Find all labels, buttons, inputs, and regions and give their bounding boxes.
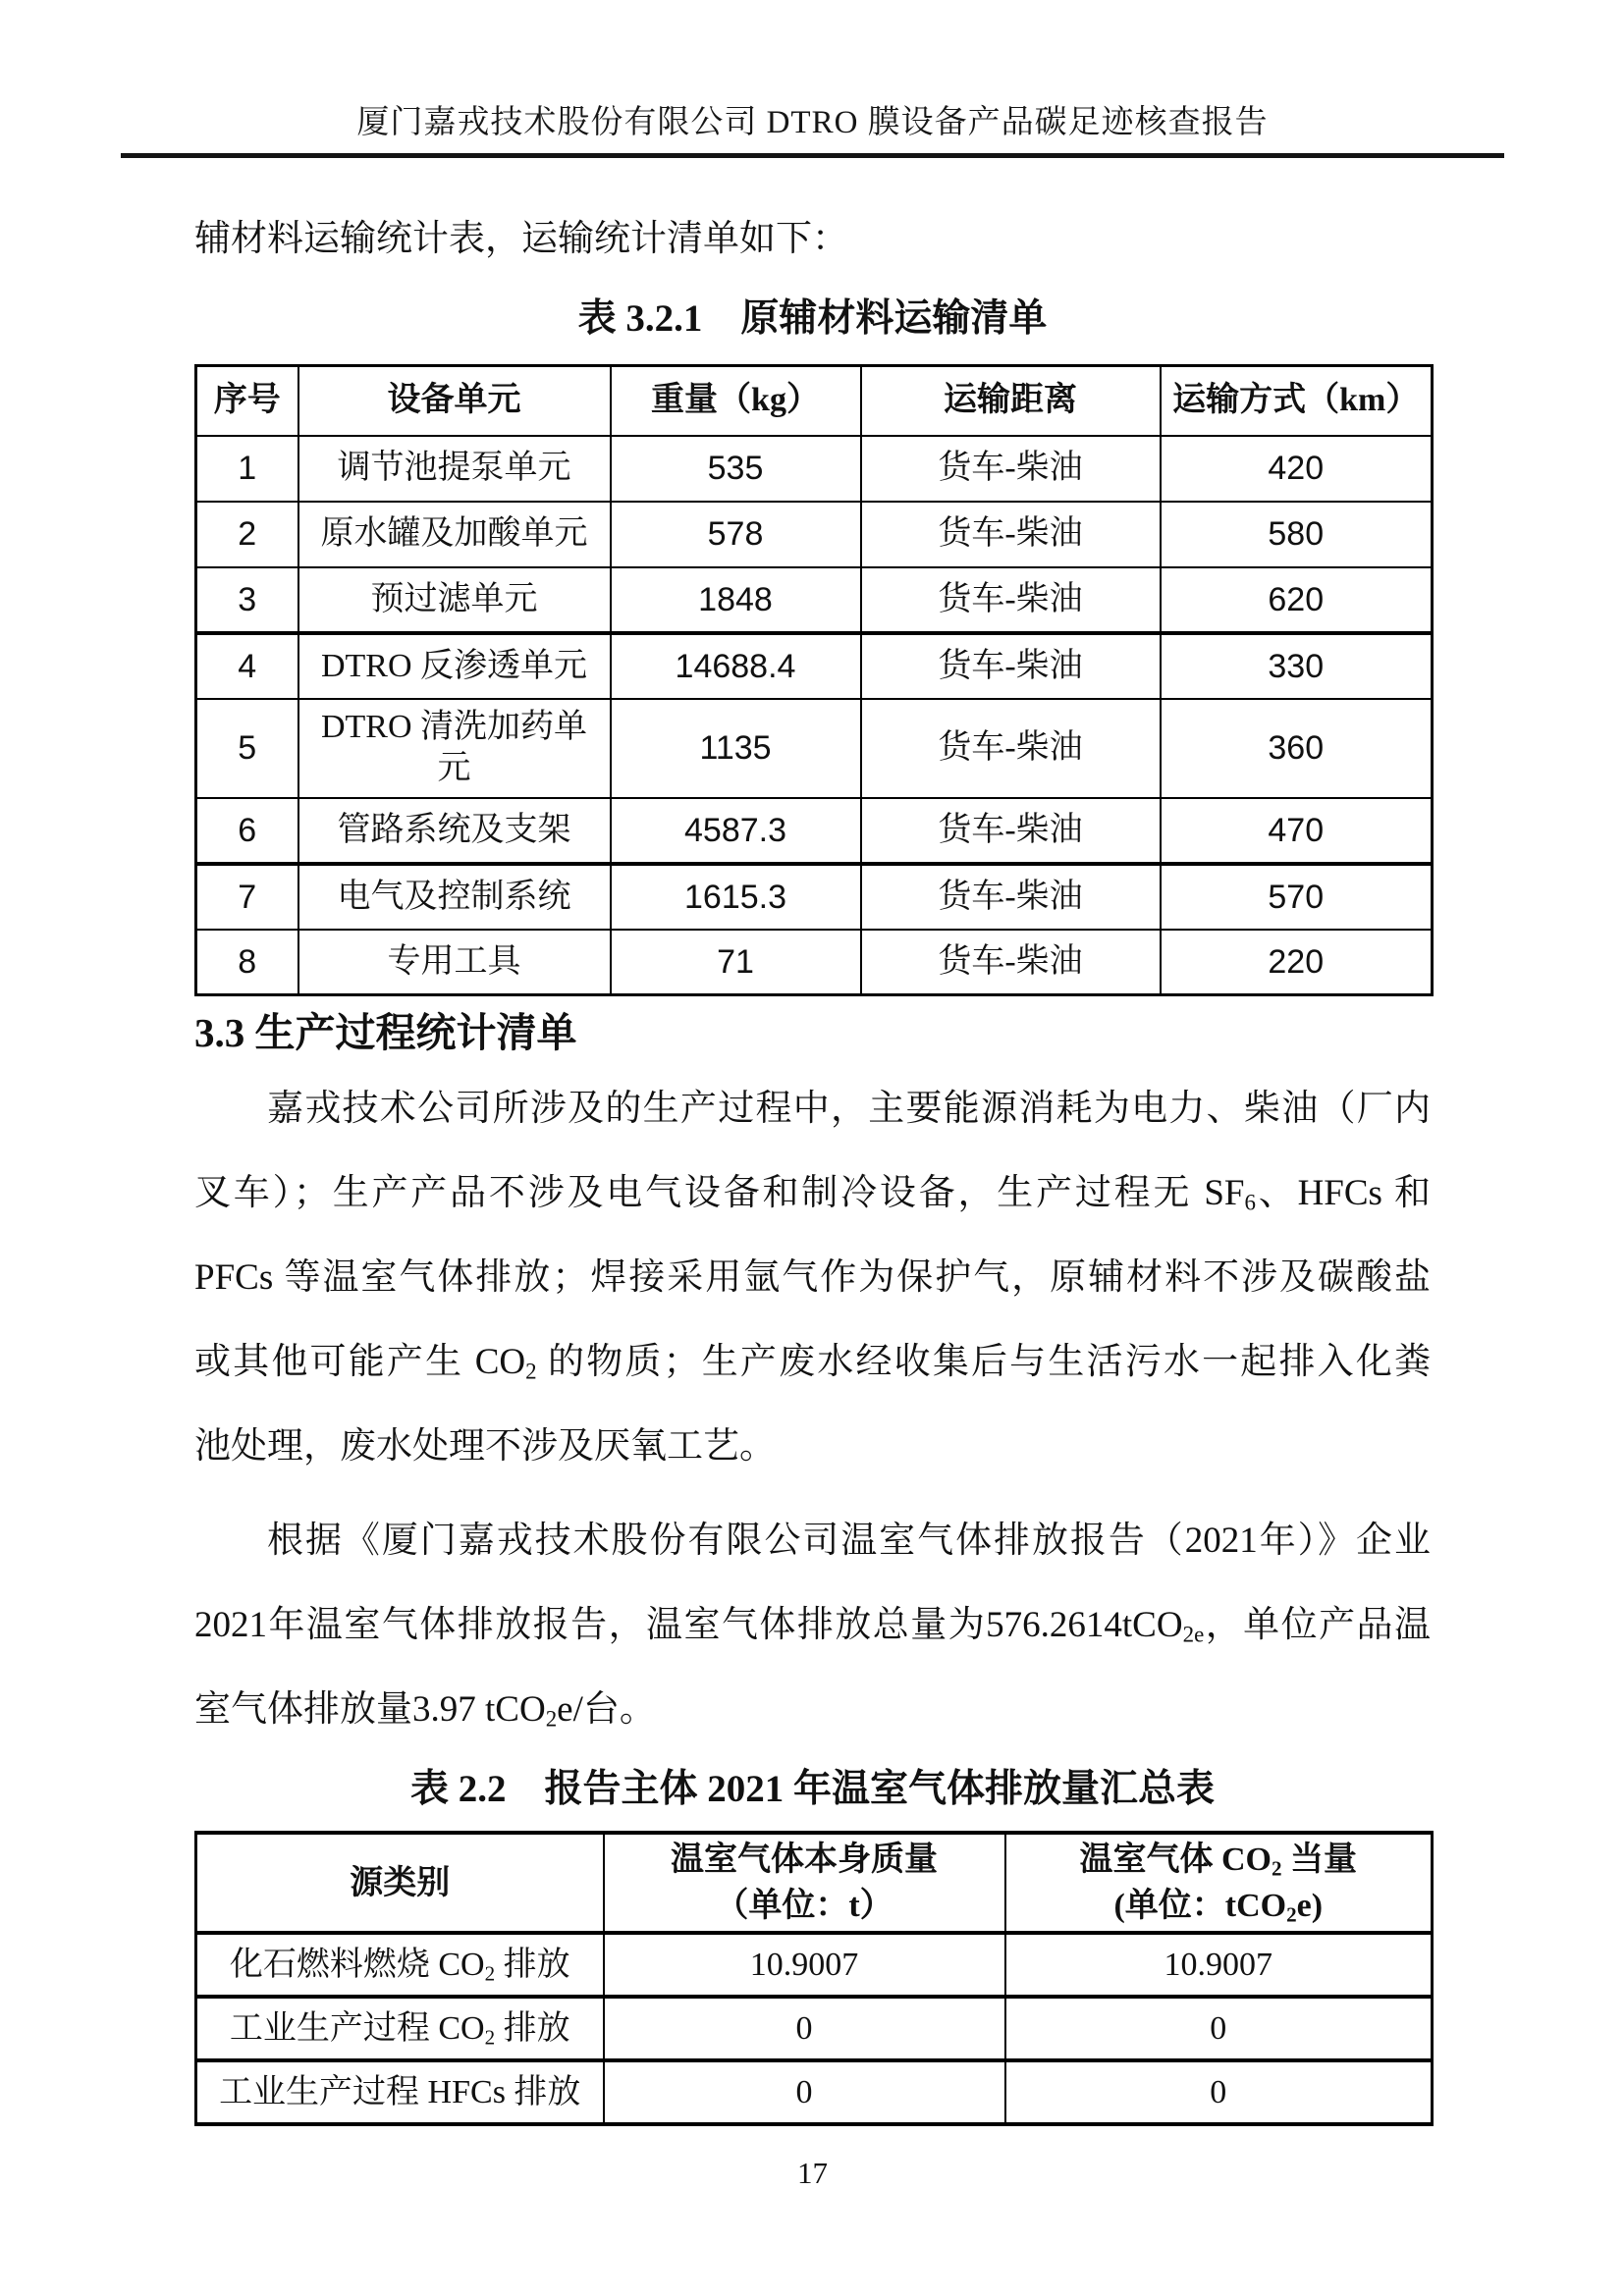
table-row (196, 798, 1433, 864)
t1-header-weight: 重量（kg） (611, 366, 861, 436)
t1-r1-unit: 调节池提泵单元 (298, 436, 611, 502)
t2-header-mass (604, 1833, 1005, 1933)
t1-r5-distance: 货车-柴油 (861, 699, 1161, 798)
t2-r3-mass: 0 (604, 2060, 1005, 2124)
t1-r1-distance: 货车-柴油 (861, 436, 1161, 502)
t2-header-source-label: 源类别 (350, 1864, 451, 1901)
t1-r8-mode: 220 (1161, 930, 1433, 995)
t1-r6-unit: 管路系统及支架 (298, 798, 611, 864)
paragraph-line: 或其他可能产生 $CO_2$ 的物质；生产废水经收集后与生活污水一起排入化粪 (194, 1342, 1432, 1384)
intro-paragraph: 辅材料运输统计表，运输统计清单如下： (194, 219, 848, 259)
t1-r2-weight: 578 (611, 502, 861, 567)
paragraph-line: 室气体排放量3.97 tCO$_2$e/台。 (194, 1689, 656, 1732)
t1-r5-unit: DTRO 清洗加药单元 (298, 699, 611, 798)
t1-r5-mode: 360 (1161, 699, 1433, 798)
t1-r2-distance: 货车-柴油 (861, 502, 1161, 567)
t2-r3-co2e: 0 (1005, 2060, 1433, 2124)
t2-header-co2e-label: 温室气体 $CO_2$ 当量 (1079, 1842, 1358, 1881)
t1-r1-seq: 1 (196, 436, 298, 502)
paragraph-line: 根据《厦门嘉戎技术股份有限公司温室气体排放报告（2021年）》企业 (267, 1521, 1431, 1561)
t1-r2-unit: 原水罐及加酸单元 (298, 502, 611, 567)
t1-r7-distance: 货车-柴油 (861, 864, 1161, 930)
materials-transport-table (194, 364, 1434, 996)
paragraph-line: PFCs 等温室气体排放；焊接采用氩气作为保护气，原辅材料不涉及碳酸盐 (194, 1257, 1431, 1298)
t2-r2-source: 工业生产过程 $CO_2$ 排放 (196, 1997, 604, 2060)
table-row (196, 436, 1433, 502)
t1-header-mode: 运输方式（km） (1161, 366, 1433, 436)
t2-r2-mass: 0 (604, 1997, 1005, 2060)
t1-r8-distance: 货车-柴油 (861, 930, 1161, 995)
table-row (196, 864, 1433, 930)
table-row (196, 502, 1433, 567)
ghg-emissions-summary-table (194, 1831, 1434, 2126)
table1-title: 表 3.2.1 原辅材料运输清单 (577, 297, 1048, 340)
paragraph-line: 2021年温室气体排放报告，温室气体排放总量为576.2614tCO$_{2e}$，单位产品温 (194, 1605, 1431, 1647)
section-heading-3-3: 3.3 生产过程统计清单 (194, 1010, 577, 1055)
t2-r1-source: 化石燃料燃烧 $CO_2$ 排放 (196, 1933, 604, 1997)
ghg-report-paragraph (194, 1499, 1431, 1752)
t2-r3-source: 工业生产过程 HFCs 排放 (196, 2060, 604, 2124)
t1-r2-mode: 580 (1161, 502, 1433, 567)
t1-r6-weight: 4587.3 (611, 798, 861, 864)
t1-r7-weight: 1615.3 (611, 864, 861, 930)
t2-r1-mass: 10.9007 (604, 1933, 1005, 1997)
table2-title: 表 2.2 报告主体 2021 年温室气体排放量汇总表 (409, 1768, 1215, 1810)
t2-header-row (196, 1833, 1433, 1933)
t1-r3-distance: 货车-柴油 (861, 567, 1161, 633)
t1-r3-mode: 620 (1161, 567, 1433, 633)
table-row (196, 699, 1433, 798)
t1-r4-distance: 货车-柴油 (861, 633, 1161, 699)
t1-r6-mode: 470 (1161, 798, 1433, 864)
t1-r6-seq: 6 (196, 798, 298, 864)
t2-r2-co2e: 0 (1005, 1997, 1433, 2060)
t1-r2-seq: 2 (196, 502, 298, 567)
table-row (196, 930, 1433, 995)
paragraph-line: 嘉戎技术公司所涉及的生产过程中，主要能源消耗为电力、柴油（厂内 (267, 1089, 1431, 1129)
table-row (196, 1933, 1433, 1997)
t1-r4-unit: DTRO 反渗透单元 (298, 633, 611, 699)
page-header-title: 厦门嘉戎技术股份有限公司 DTRO 膜设备产品碳足迹核查报告 (356, 105, 1269, 140)
t1-r3-weight: 1848 (611, 567, 861, 633)
t1-r8-seq: 8 (196, 930, 298, 995)
t1-r5-seq: 5 (196, 699, 298, 798)
t2-header-co2e (1005, 1833, 1433, 1933)
t2-header-mass-unit: （单位：t） (715, 1888, 893, 1924)
header-divider (121, 153, 1504, 158)
t2-r1-co2e: 10.9007 (1005, 1933, 1433, 1997)
t1-r6-distance: 货车-柴油 (861, 798, 1161, 864)
t1-r8-unit: 专用工具 (298, 930, 611, 995)
paragraph-line: 叉车）；生产产品不涉及电气设备和制冷设备，生产过程无 $SF_6$、HFCs 和 (194, 1173, 1431, 1215)
t1-r5-weight: 1135 (611, 699, 861, 798)
t1-r1-mode: 420 (1161, 436, 1433, 502)
t1-r4-seq: 4 (196, 633, 298, 699)
t1-r7-unit: 电气及控制系统 (298, 864, 611, 930)
t1-r3-seq: 3 (196, 567, 298, 633)
t1-r1-weight: 535 (611, 436, 861, 502)
table-row (196, 633, 1433, 699)
t1-r4-weight: 14688.4 (611, 633, 861, 699)
t1-r7-seq: 7 (196, 864, 298, 930)
t2-header-mass-label: 温室气体本身质量 (671, 1842, 938, 1878)
table-row (196, 2060, 1433, 2124)
t1-r3-unit: 预过滤单元 (298, 567, 611, 633)
page-number: 17 (797, 2156, 828, 2190)
t1-r4-mode: 330 (1161, 633, 1433, 699)
paragraph-line: 池处理，废水处理不涉及厌氧工艺。 (194, 1426, 776, 1467)
t1-header-distance: 运输距离 (861, 366, 1161, 436)
t1-r8-weight: 71 (611, 930, 861, 995)
t2-header-co2e-unit: (单位：tCO$_2$e) (1113, 1888, 1324, 1927)
t1-header-unit: 设备单元 (298, 366, 611, 436)
t1-r7-mode: 570 (1161, 864, 1433, 930)
t1-header-row (196, 366, 1433, 436)
table-row (196, 567, 1433, 633)
t2-header-source (196, 1833, 604, 1933)
production-process-paragraph (194, 1067, 1431, 1489)
t1-header-seq: 序号 (196, 366, 298, 436)
table-row (196, 1997, 1433, 2060)
